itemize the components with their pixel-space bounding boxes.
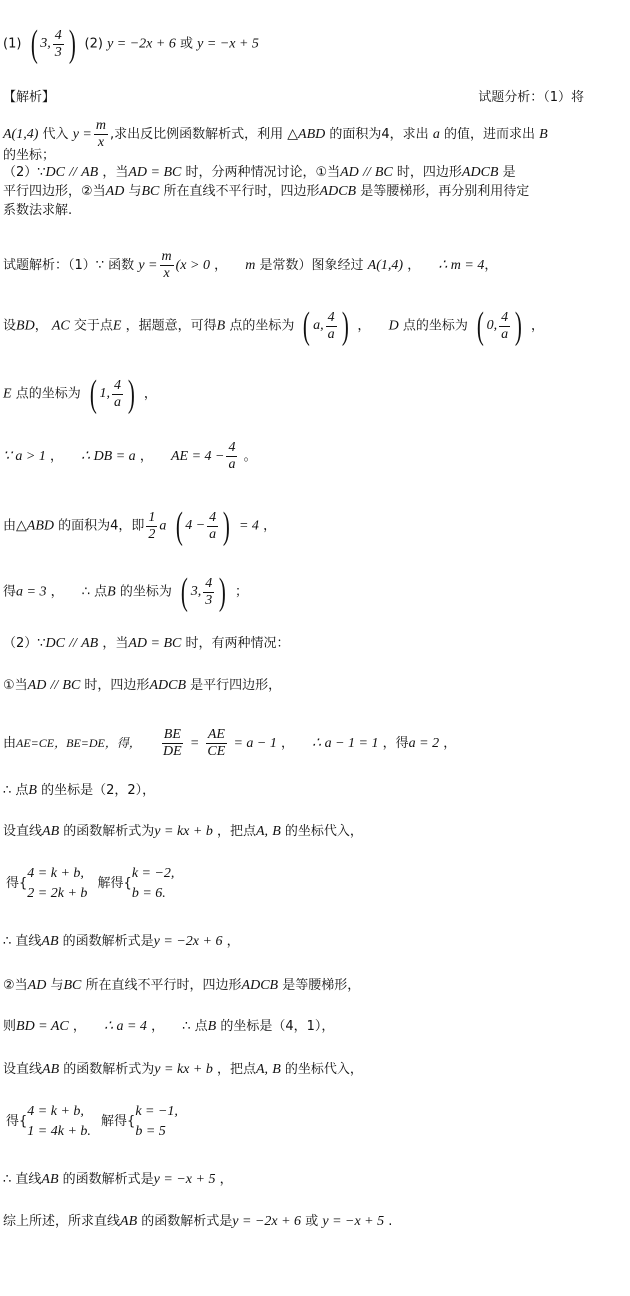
- text-solution-s1-b: ，: [214, 258, 228, 273]
- answer-line: [3, 24, 624, 64]
- text-solution-s7-ab: AB: [81, 636, 99, 651]
- text-solution-s11-c: ，把点: [216, 824, 256, 839]
- text-solution-s3-ex: 1,: [99, 386, 111, 401]
- text-solution-s3-eden: a: [114, 394, 122, 410]
- text-solution-s11-b: 的函数解析式为: [63, 824, 155, 839]
- text-solution-s1-a: 试题解析：（1）∵ 函数: [3, 258, 135, 273]
- fraction: [499, 310, 510, 343]
- fraction: [207, 510, 218, 543]
- text-analysis-l1-B: B: [539, 127, 548, 142]
- text-solution-s15-b: ，: [72, 1019, 86, 1034]
- text-solution-s9-eq: =: [189, 736, 200, 751]
- text-solution-s16-B: B: [272, 1062, 281, 1077]
- text-solution-s7-eq: AD = BC: [128, 636, 182, 651]
- text-solution-s1-cond: (x > 0: [175, 258, 210, 273]
- text-solution-s3-a: 点的坐标为: [15, 386, 81, 402]
- text-solution-s4-a: ∵ a > 1: [3, 449, 46, 464]
- text-analysis-l1-point: A(1,4): [3, 127, 39, 142]
- text-solution-s7-c: 时，有两种情况：: [185, 636, 290, 651]
- text-solution-s17-r2: b = 5: [135, 1124, 166, 1139]
- text-solution-s18-ab: AB: [41, 1172, 59, 1187]
- text-solution-s9-b: ，: [281, 736, 295, 751]
- text-analysis-l3-adcb: ADCB: [461, 165, 499, 180]
- text-analysis-l4-a: 平行四边形，②当: [3, 184, 106, 199]
- text-solution-s2-bx: a,: [313, 318, 324, 333]
- text-solution-s4-c: ∴ DB = a: [81, 449, 136, 464]
- text-solution-s12-e2: 2 = 2k + b: [27, 886, 88, 901]
- text-solution-s15-a: 则: [3, 1019, 17, 1034]
- equation-system: [6, 1102, 91, 1142]
- text-solution-s10-b: 的坐标是（2，2），: [41, 783, 156, 798]
- text-solution-s15-d: ，: [151, 1019, 165, 1034]
- text-solution-s8-ad: AD: [27, 678, 47, 693]
- text-solution-s8-par: //: [50, 678, 59, 693]
- solution-conclusion: [3, 1212, 624, 1232]
- text-solution-s16-a: 设直线: [3, 1062, 43, 1077]
- text-solution-s1-y: y =: [138, 258, 158, 273]
- text-solution-s3-enum: 4: [114, 377, 122, 393]
- solution-line-7: [3, 634, 624, 654]
- text-solution-s16-A: A,: [255, 1062, 269, 1077]
- text-solution-s9-rel: AE=CE，BE=DE，得，: [16, 736, 141, 750]
- text-solution-s8-a: ①当: [3, 678, 28, 693]
- solution-line-14: [3, 976, 624, 996]
- text-solution-s9-res: = a − 1: [233, 736, 277, 751]
- text-analysis-l1-d: 的值，进而求出: [443, 127, 535, 142]
- text-solution-s18-a: ∴ 直线: [3, 1172, 42, 1187]
- coordinate-group: ( 4 − $\frac{4}{a}$ ): [175, 505, 230, 547]
- text-solution-s11-d: 的坐标代入，: [284, 824, 363, 839]
- text-solution-s2-ac: AC: [51, 318, 70, 334]
- text-solution-s9-n2: AE: [207, 727, 225, 742]
- solution-line-15: [3, 1017, 624, 1037]
- solution-line-2: [3, 306, 624, 346]
- analysis-line-5: [3, 201, 624, 221]
- solution-line-18: [3, 1170, 624, 1190]
- text-answer-eq2: y = −x + 5: [197, 36, 259, 52]
- text-solution-s16-b: 的函数解析式为: [63, 1062, 155, 1077]
- text-solution-s16-d: 的坐标代入，: [284, 1062, 363, 1077]
- analysis-line-4: [3, 182, 624, 202]
- text-solution-s9-d1: DE: [163, 744, 182, 759]
- text-solution-s5-b: 的面积为4，即: [58, 518, 145, 534]
- solution-line-8: [3, 676, 624, 696]
- text-solution-s9-c: ∴ a − 1 = 1: [312, 736, 379, 751]
- text-solution-s5-var: a: [159, 518, 167, 534]
- text-solution-s2-bnum: 4: [327, 309, 335, 325]
- text-solution-s13-ab: AB: [41, 934, 59, 949]
- text-analysis-l3-e: 是: [502, 165, 516, 180]
- solution-line-9: [3, 727, 624, 760]
- text-solution-s8-b: 时，四边形: [84, 678, 150, 693]
- text-solution-s13-eq: y = −2x + 6: [153, 934, 223, 949]
- text-solution-s5-hd: 2: [148, 526, 156, 542]
- analysis-intro: 试题分析：（1）将: [478, 90, 584, 105]
- text-solution-s5-c: ，: [263, 518, 277, 534]
- text-analysis-l3-ad: AD: [340, 165, 359, 180]
- text-analysis-l4-d: 是等腰梯形，再分别利用待定: [360, 184, 530, 199]
- text-solution-s10-B: B: [28, 783, 37, 798]
- solution-line-17: [3, 1102, 624, 1142]
- text-solution-s15-f: 的坐标是（4，1），: [220, 1019, 335, 1034]
- text-solution-s15-eq: BD = AC: [16, 1019, 69, 1034]
- text-solution-s17-r1: k = −1,: [135, 1104, 178, 1119]
- text-solution-s19-eq1: y = −2x + 6: [232, 1214, 302, 1229]
- text-solution-s19-ab: AB: [120, 1214, 138, 1229]
- text-analysis-l3-bc: BC: [374, 165, 393, 180]
- text-analysis-l5: 系数法求解.: [3, 203, 73, 218]
- text-analysis-l1-var: a: [432, 127, 440, 142]
- text-answer-point-x: 3,: [40, 36, 51, 51]
- text-solution-s11-a: 设直线: [3, 824, 43, 839]
- text-analysis-l1-tri: △ABD: [287, 127, 326, 142]
- solution-line-4: [3, 440, 624, 473]
- fraction: [146, 510, 157, 543]
- text-solution-s5-den: a: [209, 526, 217, 542]
- fraction: [112, 378, 123, 411]
- fraction: [226, 440, 237, 473]
- text-solution-s2-g: ，: [357, 318, 371, 334]
- text-solution-s14-c: 所在直线不平行时，四边形: [85, 978, 242, 993]
- text-solution-s5-in: 4 −: [185, 518, 206, 533]
- text-solution-s2-b: ，: [34, 318, 48, 334]
- equation-system: [98, 864, 175, 904]
- text-solution-s15-B: B: [207, 1019, 217, 1034]
- text-analysis-l4-adcb: ADCB: [319, 184, 357, 199]
- solution-line-5: [3, 506, 624, 546]
- text-solution-s19-a: 综上所述，所求直线: [3, 1214, 121, 1229]
- text-solution-s7-b: ，当: [102, 636, 129, 651]
- solution-line-10: [3, 781, 624, 801]
- text-solution-s3-E: E: [3, 386, 12, 402]
- text-solution-s6-a: 得: [3, 584, 17, 600]
- text-solution-s6-b: ，: [50, 584, 64, 600]
- text-analysis-l3-d: 时，四边形: [396, 165, 462, 180]
- text-solution-s11-ab: AB: [42, 824, 60, 839]
- solution-line-1: [3, 249, 624, 282]
- text-analysis-l1-m: m: [95, 118, 106, 133]
- text-solution-s2-dnum: 4: [501, 309, 509, 325]
- text-solution-s5-hn: 1: [148, 509, 156, 525]
- text-solution-s19-eq2: y = −x + 5: [322, 1214, 385, 1229]
- text-analysis-l3-c: 时，分两种情况讨论，①当: [185, 165, 341, 180]
- text-solution-s14-adcb: ADCB: [241, 978, 279, 993]
- text-solution-s2-f: 点的坐标为: [229, 318, 295, 334]
- text-solution-s10-a: ∴ 点: [3, 783, 29, 798]
- text-answer-label2: (2): [84, 36, 103, 52]
- text-analysis-l3-b: ，当: [102, 165, 129, 180]
- text-analysis-l4-ad: AD: [105, 184, 125, 199]
- text-analysis-l1-y: y =: [72, 127, 92, 142]
- coordinate-group: ( a, $\frac{4}{a}$ ): [303, 305, 349, 347]
- text-solution-s5-tri: △ABD: [16, 518, 54, 534]
- text-solution-s2-c: 交于点: [73, 318, 113, 334]
- text-solution-s12-r1: k = −2,: [131, 866, 175, 881]
- text-solution-s2-h: 点的坐标为: [402, 318, 468, 334]
- coordinate-group: ( 3, $\frac{4}{3}$ ): [180, 571, 226, 613]
- text-solution-s8-bc: BC: [62, 678, 81, 693]
- text-solution-s12-b: 解得{: [97, 876, 132, 891]
- text-solution-s6-x: 3,: [190, 584, 202, 599]
- text-solution-s2-e: E: [112, 318, 122, 334]
- text-analysis-l3-par2: //: [362, 165, 371, 180]
- equation-system: [101, 1102, 178, 1142]
- text-answer-label1: (1): [3, 36, 22, 52]
- text-solution-s11-eq: y = kx + b: [154, 824, 213, 839]
- text-solution-s12-a: 得{: [6, 876, 28, 891]
- text-solution-s7-dc: DC: [45, 636, 65, 651]
- text-solution-s9-n1: BE: [163, 727, 181, 742]
- coordinate-group: ( 1, $\frac{4}{a}$ ): [89, 373, 135, 415]
- text-analysis-l1-b: ,求出反比例函数解析式，利用: [109, 127, 284, 142]
- text-solution-s4-b: ，: [50, 449, 64, 464]
- text-solution-s4-den: a: [228, 457, 236, 472]
- text-solution-s9-d: ，得: [382, 736, 409, 751]
- text-solution-s9-a: 由: [3, 736, 17, 751]
- text-solution-s18-eq: y = −x + 5: [153, 1172, 216, 1187]
- text-solution-s1-m: m: [161, 249, 172, 264]
- coordinate-group: ( 0, $\frac{4}{a}$ ): [476, 305, 522, 347]
- text-solution-s19-b: 的函数解析式是: [141, 1214, 233, 1229]
- text-analysis-l3-ab: AB: [81, 165, 99, 180]
- text-solution-s1-mconst: m: [245, 258, 256, 273]
- text-solution-s5-eq: = 4: [238, 518, 259, 534]
- text-solution-s1-x: x: [163, 266, 170, 281]
- text-solution-s12-e1: 4 = k + b,: [27, 866, 84, 881]
- text-analysis-l2: 的坐标；: [3, 148, 56, 163]
- text-solution-s14-d: 是等腰梯形，: [282, 978, 361, 993]
- text-solution-s1-res: ∴ m = 4: [438, 258, 485, 273]
- analysis-line-3: [3, 163, 624, 183]
- text-solution-s16-ab: AB: [42, 1062, 60, 1077]
- text-solution-s18-b: 的函数解析式是: [62, 1172, 154, 1187]
- fraction: [160, 249, 174, 282]
- text-solution-s9-res2: a = 2: [408, 736, 440, 751]
- text-solution-s6-d: 的坐标为: [119, 584, 172, 600]
- text-solution-s6-res: a = 3: [16, 584, 47, 600]
- text-solution-s6-c: ∴ 点: [81, 584, 108, 600]
- analysis-header: 【解析】: [3, 90, 56, 105]
- text-solution-s11-A: A,: [255, 824, 269, 839]
- text-analysis-l3-par: //: [69, 165, 77, 180]
- text-solution-s15-c: ∴ a = 4: [104, 1019, 147, 1034]
- text-solution-s2-i: ，: [530, 318, 544, 334]
- text-solution-s17-e1: 4 = k + b,: [27, 1104, 84, 1119]
- text-analysis-l1-c: 的面积为4，求出: [329, 127, 429, 142]
- text-analysis-l4-c: 所在直线不平行时，四边形: [163, 184, 320, 199]
- text-analysis-l4-b: 与: [128, 184, 142, 199]
- text-solution-s6-e: ；: [234, 584, 248, 600]
- text-solution-s11-B: B: [272, 824, 281, 839]
- text-solution-s8-adcb: ADCB: [149, 678, 186, 693]
- text-answer-point-num: 4: [54, 27, 62, 43]
- text-analysis-l3-a: （2）∵: [3, 165, 46, 180]
- fraction: [205, 727, 227, 760]
- text-solution-s9-d2: CE: [207, 744, 226, 759]
- text-solution-s1-d: ，: [407, 258, 421, 273]
- text-solution-s2-D: D: [388, 318, 399, 334]
- text-solution-s14-a: ②当: [3, 978, 28, 993]
- text-solution-s5-a: 由: [3, 518, 17, 534]
- text-solution-s1-e: ，: [484, 258, 498, 273]
- text-solution-s16-c: ，把点: [216, 1062, 256, 1077]
- text-analysis-l4-bc: BC: [141, 184, 160, 199]
- text-solution-s13-b: 的函数解析式是: [62, 934, 154, 949]
- text-answer-eq1: y = −2x + 6: [107, 36, 176, 52]
- text-solution-s2-dden: a: [501, 326, 509, 342]
- text-solution-s12-r2: b = 6.: [131, 886, 166, 901]
- text-analysis-l3-dc: DC: [45, 165, 65, 180]
- text-solution-s13-a: ∴ 直线: [3, 934, 42, 949]
- text-solution-s8-c: 是平行四边形，: [190, 678, 282, 693]
- text-solution-s4-d: ，: [139, 449, 153, 464]
- text-solution-s14-bc: BC: [63, 978, 82, 993]
- text-solution-s2-B: B: [216, 318, 226, 334]
- fraction: [203, 576, 214, 609]
- solution-line-12: [3, 864, 624, 904]
- text-solution-s2-dx: 0,: [486, 318, 498, 333]
- text-solution-s3-b: ，: [143, 386, 157, 402]
- text-solution-s6-B: B: [107, 584, 116, 600]
- text-solution-s4-f: 。: [243, 449, 257, 464]
- text-solution-s19-or: 或: [305, 1214, 319, 1229]
- fraction: [161, 727, 184, 760]
- text-solution-s2-a: 设: [3, 318, 17, 334]
- text-solution-s19-c: .: [388, 1214, 393, 1229]
- answer-point: ( 3, $\frac{4}{3}$ ): [30, 23, 76, 65]
- text-solution-s5-num: 4: [209, 509, 217, 525]
- text-solution-s2-bd: BD: [16, 318, 35, 334]
- text-solution-s14-ad: AD: [27, 978, 47, 993]
- text-solution-s13-c: ，: [226, 934, 240, 949]
- text-solution-s16-eq: y = kx + b: [154, 1062, 213, 1077]
- solution-line-16: [3, 1060, 624, 1080]
- analysis-header-row: [3, 88, 624, 108]
- text-solution-s17-b: 解得{: [101, 1114, 136, 1129]
- text-solution-s4-num: 4: [228, 440, 236, 455]
- text-analysis-l3-eq: AD = BC: [128, 165, 182, 180]
- text-solution-s17-e2: 1 = 4k + b.: [27, 1124, 91, 1139]
- text-analysis-l1-x: x: [97, 135, 105, 150]
- text-solution-s7-a: （2）∵: [3, 636, 46, 651]
- text-analysis-l1-a: 代入: [42, 127, 69, 142]
- text-solution-s7-par: //: [69, 636, 77, 651]
- text-answer-point-den: 3: [54, 44, 62, 60]
- text-solution-s14-b: 与: [50, 978, 64, 993]
- text-solution-s17-a: 得{: [6, 1114, 28, 1129]
- equation-system: [6, 864, 87, 904]
- solution-line-3: [3, 374, 624, 414]
- text-solution-s6-num: 4: [205, 575, 213, 591]
- text-answer-or: 或: [180, 36, 194, 52]
- solution-line-6: [3, 572, 624, 612]
- text-solution-s4-e: AE = 4 −: [170, 449, 225, 464]
- text-solution-s15-e: ∴ 点: [182, 1019, 208, 1034]
- text-solution-s2-bden: a: [327, 326, 335, 342]
- solution-line-13: [3, 932, 624, 952]
- text-solution-s9-e: ，: [443, 736, 457, 751]
- fraction: [326, 310, 337, 343]
- solution-line-11: [3, 822, 624, 842]
- text-solution-s6-den: 3: [205, 592, 213, 608]
- text-solution-s18-c: ，: [219, 1172, 233, 1187]
- fraction: [53, 28, 64, 61]
- text-solution-s2-d: ，据题意，可得: [125, 318, 217, 334]
- text-solution-s1-pt: A(1,4): [367, 258, 404, 273]
- text-solution-s1-c: 是常数）图象经过: [259, 258, 364, 273]
